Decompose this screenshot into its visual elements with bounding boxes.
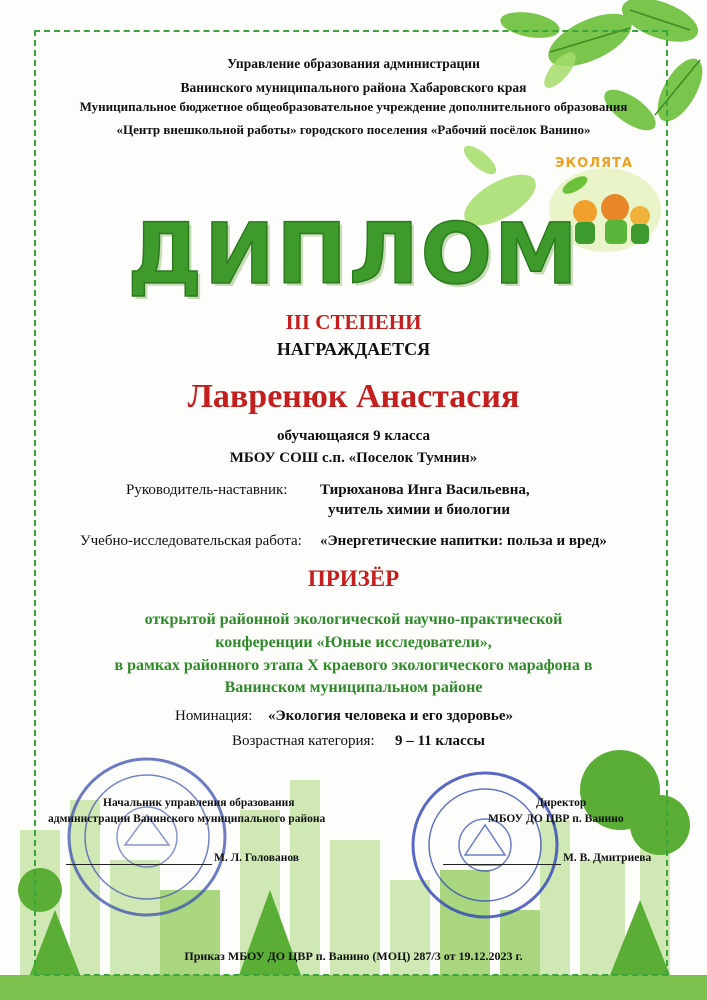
mentor-name: Тирюханова Инга Васильевна,: [320, 482, 530, 498]
awarded-text: НАГРАЖДАЕТСЯ: [276, 339, 431, 359]
header-line-2: Ванинского муниципального района Хабаровского края: [180, 80, 527, 95]
left-signer-name: М. Л. Голованов: [214, 852, 300, 864]
age-category-value: 9 – 11 классы: [395, 733, 486, 749]
right-signature-line: [443, 864, 561, 865]
diploma-title: ДИПЛОМ: [127, 205, 580, 303]
left-signer-title-1: Начальник управления образования: [103, 797, 295, 809]
header-line-1: Управление образования администрации: [227, 56, 480, 71]
nomination-value: «Экология человека и его здоровье»: [268, 708, 513, 724]
event-line-2: конференции «Юные исследователи»,: [215, 634, 492, 651]
stamp-right: [410, 770, 560, 920]
event-line-3: в рамках районного этапа X краевого экологического марафона в: [114, 657, 593, 674]
right-signer-name: М. В. Дмитриева: [563, 852, 652, 864]
student-class: обучающаяся 9 класса: [277, 428, 430, 444]
right-signer-title-2: МБОУ ДО ЦВР п. Ванино: [488, 813, 624, 825]
research-label: Учебно-исследовательская работа:: [80, 533, 302, 549]
order-text: Приказ МБОУ ДО ЦВР п. Ванино (МОЦ) 287/3 от 19.12.2023 г.: [184, 949, 523, 963]
left-signature-line: [66, 864, 212, 865]
recipient-name: Лавренюк Анастасия: [187, 378, 520, 415]
school-name: МБОУ СОШ с.п. «Поселок Тумнин»: [229, 450, 478, 466]
header-line-3: Муниципальное бюджетное общеобразовательное учреждение дополнительного образования: [79, 99, 628, 114]
stamp-left: [65, 755, 230, 920]
logo-text: ЭКОЛЯТА: [555, 156, 633, 171]
nomination-label: Номинация:: [175, 708, 253, 724]
event-line-1: открытой районной экологической научно-практической: [144, 611, 563, 628]
right-signer-title-1: Директор: [536, 797, 587, 809]
research-title: «Энергетические напитки: польза и вред»: [320, 533, 607, 549]
degree-text: III СТЕПЕНИ: [285, 310, 422, 334]
mentor-label: Руководитель-наставник:: [126, 482, 288, 498]
left-signer-title-2: администрации Ванинского муниципального района: [48, 813, 326, 825]
mentor-position: учитель химии и биологии: [328, 502, 510, 518]
event-line-4: Ванинском муниципальном районе: [224, 679, 483, 696]
header-line-4: «Центр внешкольной работы» городского поселения «Рабочий посёлок Ванино»: [116, 122, 591, 137]
age-category-label: Возрастная категория:: [232, 733, 375, 749]
prize-text: ПРИЗЁР: [307, 566, 400, 591]
